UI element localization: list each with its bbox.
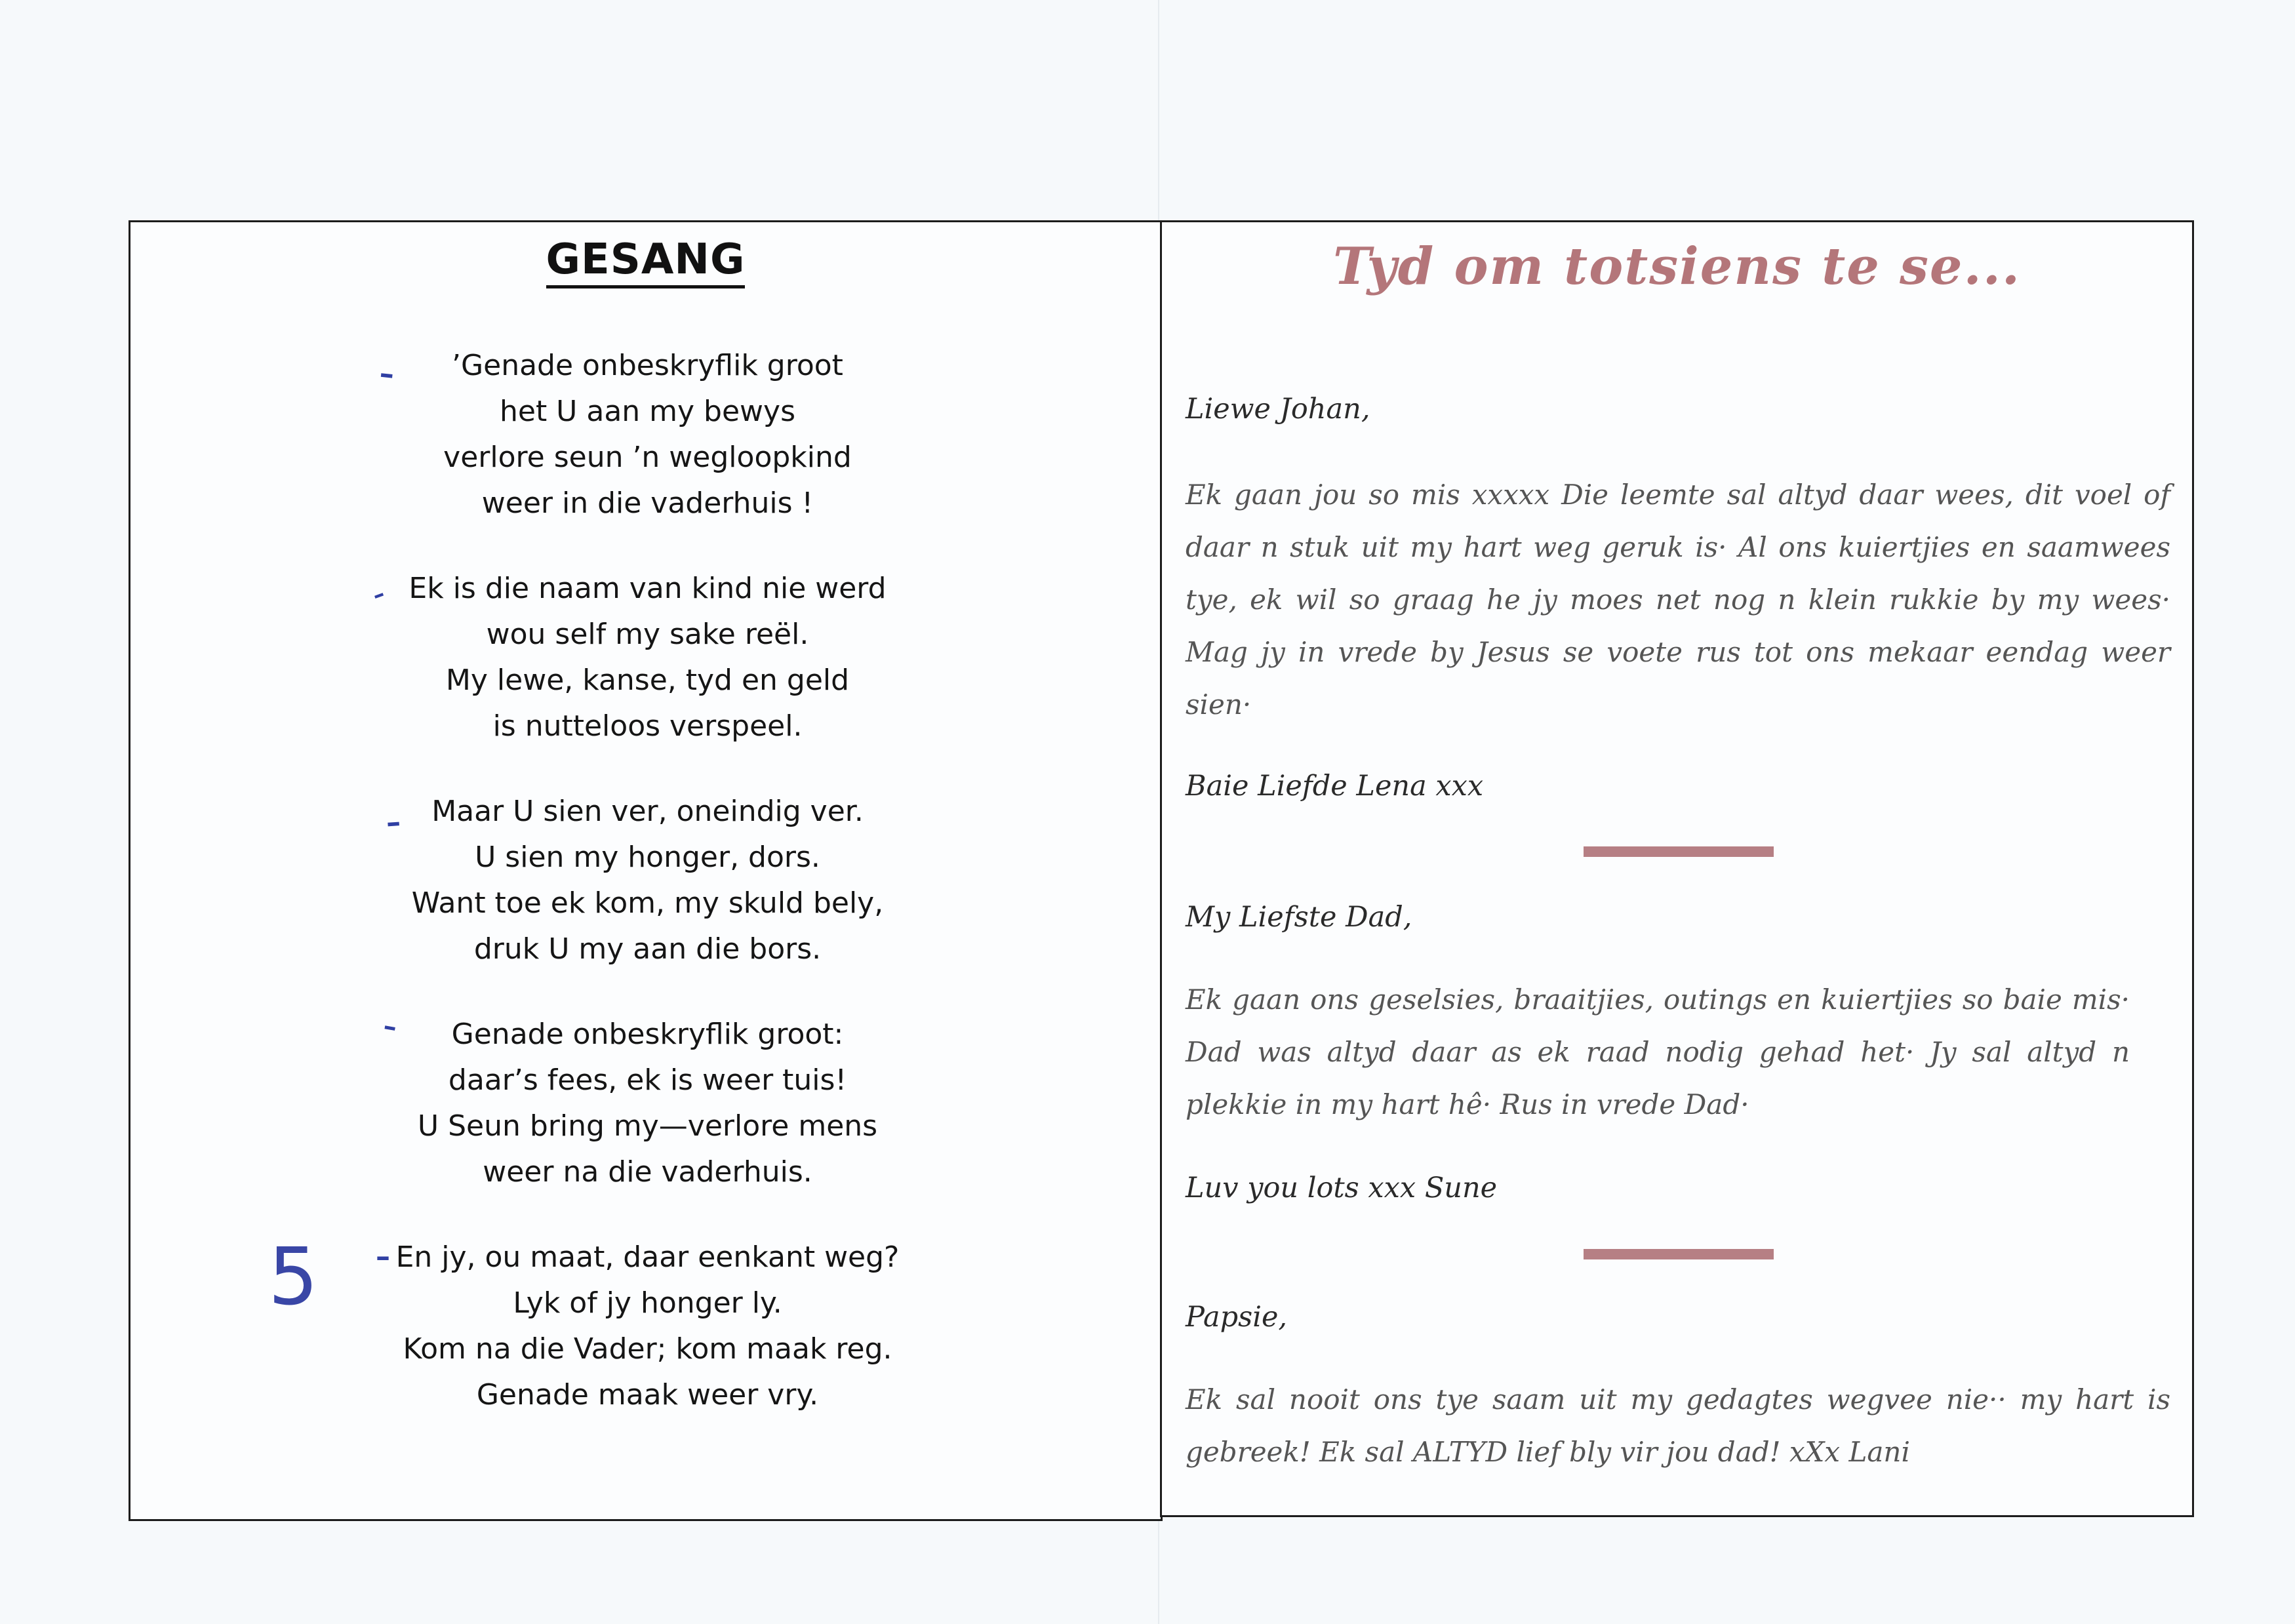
hymn-stanza xyxy=(130,566,1165,749)
tribute-title: Tyd om totsiens te se... xyxy=(1332,237,2022,296)
pen-tick-mark: – xyxy=(369,580,389,609)
hymn-line: Genade onbeskryflik groot: xyxy=(451,1018,844,1051)
message-divider xyxy=(1584,1249,1774,1259)
hymn-line: ’Genade onbeskryflik groot xyxy=(452,349,843,382)
hymn-line: verlore seun ’n wegloopkind xyxy=(443,441,852,474)
message-signature: Baie Liefde Lena xxx xyxy=(1186,770,1484,802)
message-body: Ek gaan jou so mis xxxxx Die leemte sal altyd daar wees, dit voel of daar n stuk uit my hart weg geruk is· Al ons kuiertjies en saamwees tye, ek wil so graag he jy moes net nog n klein rukkie by my wees· Mag jy in vrede by Jesus se voete rus tot ons mekaar eendag weer sien· xyxy=(1186,479,2170,721)
pen-tick-mark: – xyxy=(376,1240,390,1273)
hymn-title-block xyxy=(130,235,1161,284)
hymn-line: En jy, ou maat, daar eenkant weg? xyxy=(395,1240,900,1274)
hymn-title: GESANG xyxy=(546,235,746,288)
hymn-line: My lewe, kanse, tyd en geld xyxy=(445,663,850,697)
pen-tick-mark: – xyxy=(381,1010,399,1043)
hymn-line: daar’s fees, ek is weer tuis! xyxy=(448,1063,847,1097)
hymn-stanza xyxy=(130,343,1165,526)
hymn-line: weer na die vaderhuis. xyxy=(483,1155,812,1189)
pen-tick-mark: – xyxy=(385,805,402,840)
message-greeting: Papsie, xyxy=(1186,1301,1288,1334)
hymn-line: druk U my aan die bors. xyxy=(473,932,822,966)
hymn-line: Ek is die naam van kind nie werd xyxy=(409,572,887,605)
hymn-line: Kom na die Vader; kom maak reg. xyxy=(403,1332,892,1366)
pen-tick-mark: – xyxy=(378,356,396,392)
tribute-panel xyxy=(1160,220,2194,1517)
hymn-line: Want toe ek kom, my skuld bely, xyxy=(411,886,884,920)
message-divider xyxy=(1584,846,1774,857)
hymn-line: Maar U sien ver, oneindig ver. xyxy=(431,795,864,828)
hymn-panel xyxy=(129,220,1163,1521)
hymn-line: is nutteloos verspeel. xyxy=(492,709,803,743)
message-greeting: My Liefste Dad, xyxy=(1186,901,1412,934)
hymn-stanza xyxy=(130,789,1165,972)
hymn-stanza xyxy=(130,1012,1165,1195)
handwritten-number: 5 xyxy=(268,1232,319,1323)
hymn-line: weer in die vaderhuis ! xyxy=(481,486,814,520)
hymn-line: U sien my honger, dors. xyxy=(475,841,820,874)
hymn-line: het U aan my bewys xyxy=(499,395,796,428)
hymn-line: Genade maak weer vry. xyxy=(476,1378,819,1412)
hymn-line: Lyk of jy honger ly. xyxy=(513,1286,782,1320)
hymn-line: U Seun bring my—verlore mens xyxy=(417,1109,878,1143)
message-body: Ek gaan ons geselsies, braaitjies, outings en kuiertjies so baie mis· Dad was altyd daar as ek raad nodig gehad het· Jy sal altyd n plekkie in my hart hê· Rus in vrede Dad· xyxy=(1186,983,2130,1120)
message-body: Ek sal nooit ons tye saam uit my gedagtes wegvee nie·· my hart is gebreek! Ek sal ALTYD lief bly vir jou dad! xXx Lani xyxy=(1186,1383,2170,1468)
message-signature: Luv you lots xxx Sune xyxy=(1186,1172,1498,1204)
hymn-line: wou self my sake reël. xyxy=(486,618,809,651)
message-greeting: Liewe Johan, xyxy=(1186,393,1370,426)
